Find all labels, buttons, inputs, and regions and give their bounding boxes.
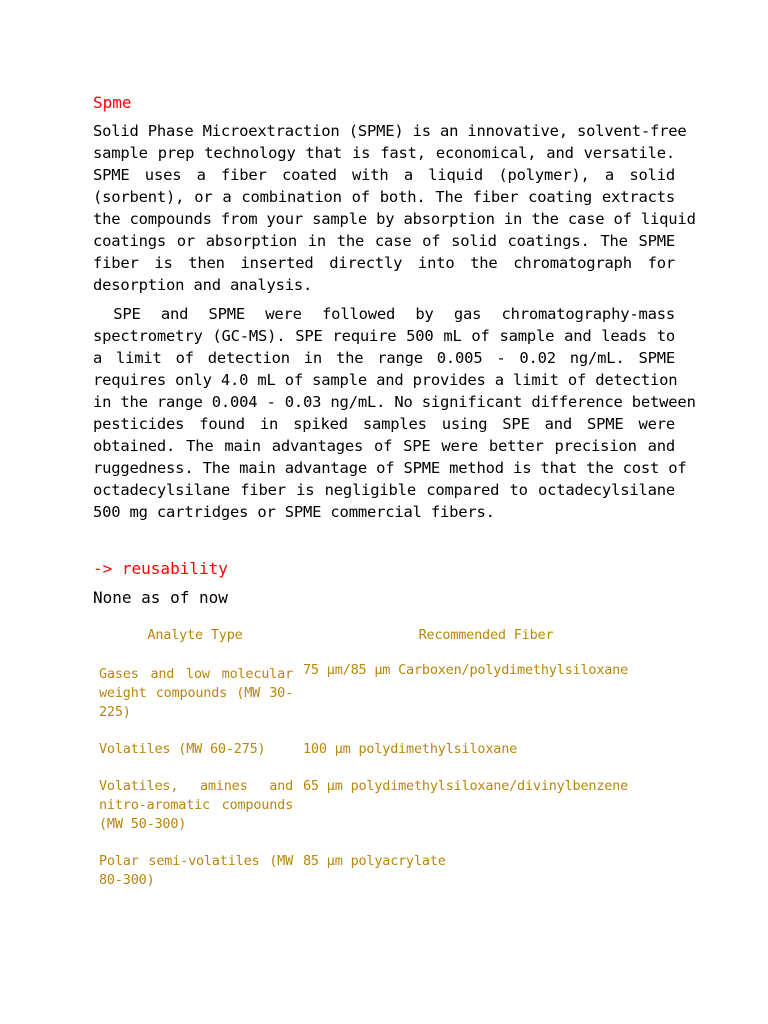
analyte-cell: Volatiles (MW 60-275) bbox=[99, 741, 266, 757]
table-header-row bbox=[93, 620, 675, 657]
fiber-recommendation-table bbox=[93, 620, 675, 904]
text-line: in the range 0.004 - 0.03 ng/mL. No significant difference between bbox=[93, 393, 696, 411]
text-line: (sorbent), or a combination of both. The fiber coating extracts bbox=[93, 188, 675, 206]
text-line: octadecylsilane fiber is negligible compared to octadecylsilane bbox=[93, 481, 675, 499]
text-line: a limit of detection in the range 0.005 - 0.02 ng/mL. SPME bbox=[93, 349, 675, 367]
text-line: 500 mg cartridges or SPME commercial fibers. bbox=[93, 503, 495, 521]
text-line: requires only 4.0 mL of sample and provides a limit of detection bbox=[93, 371, 678, 389]
column-header-recommended-fiber: Recommended Fiber bbox=[418, 627, 554, 643]
section-heading-spme: Spme bbox=[93, 93, 132, 112]
text-line: ruggedness. The main advantage of SPME method is that the cost of bbox=[93, 459, 687, 477]
reusability-text: None as of now bbox=[93, 588, 228, 607]
text-line: coatings or absorption in the case of solid coatings. The SPME bbox=[93, 232, 675, 250]
fiber-cell: 85 μm polyacrylate bbox=[303, 853, 446, 869]
paragraph-spme-intro bbox=[93, 120, 696, 296]
analyte-cell: Volatiles, amines and nitro-aromatic compounds (MW 50-300) bbox=[99, 778, 293, 832]
table-row bbox=[93, 773, 675, 848]
text-line: SPME uses a fiber coated with a liquid (polymer), a solid bbox=[93, 166, 675, 184]
text-line: spectrometry (GC-MS). SPE require 500 mL of sample and leads to bbox=[93, 327, 675, 345]
text-line: pesticides found in spiked samples using SPE and SPME were bbox=[93, 415, 675, 433]
text-line: SPE and SPME were followed by gas chromatography-mass bbox=[93, 305, 675, 323]
table-row bbox=[93, 657, 675, 736]
analyte-cell: Polar semi-volatiles (MW 80-300) bbox=[99, 853, 293, 888]
column-header-analyte-type: Analyte Type bbox=[147, 627, 243, 643]
text-line: the compounds from your sample by absorption in the case of liquid bbox=[93, 210, 696, 228]
section-heading-reusability: -> reusability bbox=[93, 559, 228, 578]
text-line: obtained. The main advantages of SPE were better precision and bbox=[93, 437, 675, 455]
text-line: desorption and analysis. bbox=[93, 276, 313, 294]
fiber-cell: 65 μm polydimethylsiloxane/divinylbenzene bbox=[303, 778, 629, 794]
table-row bbox=[93, 848, 675, 904]
fiber-cell: 100 μm polydimethylsiloxane bbox=[303, 741, 518, 757]
text-line: Solid Phase Microextraction (SPME) is an innovative, solvent-free bbox=[93, 122, 687, 140]
text-line: fiber is then inserted directly into the chromatograph for bbox=[93, 254, 675, 272]
table-row bbox=[93, 736, 675, 773]
paragraph-spe-spme-comparison bbox=[93, 303, 696, 523]
fiber-cell: 75 μm/85 μm Carboxen/polydimethylsiloxane bbox=[303, 662, 629, 678]
text-line: sample prep technology that is fast, economical, and versatile. bbox=[93, 144, 675, 162]
analyte-cell: Gases and low molecular weight compounds (MW 30-225) bbox=[99, 666, 293, 720]
